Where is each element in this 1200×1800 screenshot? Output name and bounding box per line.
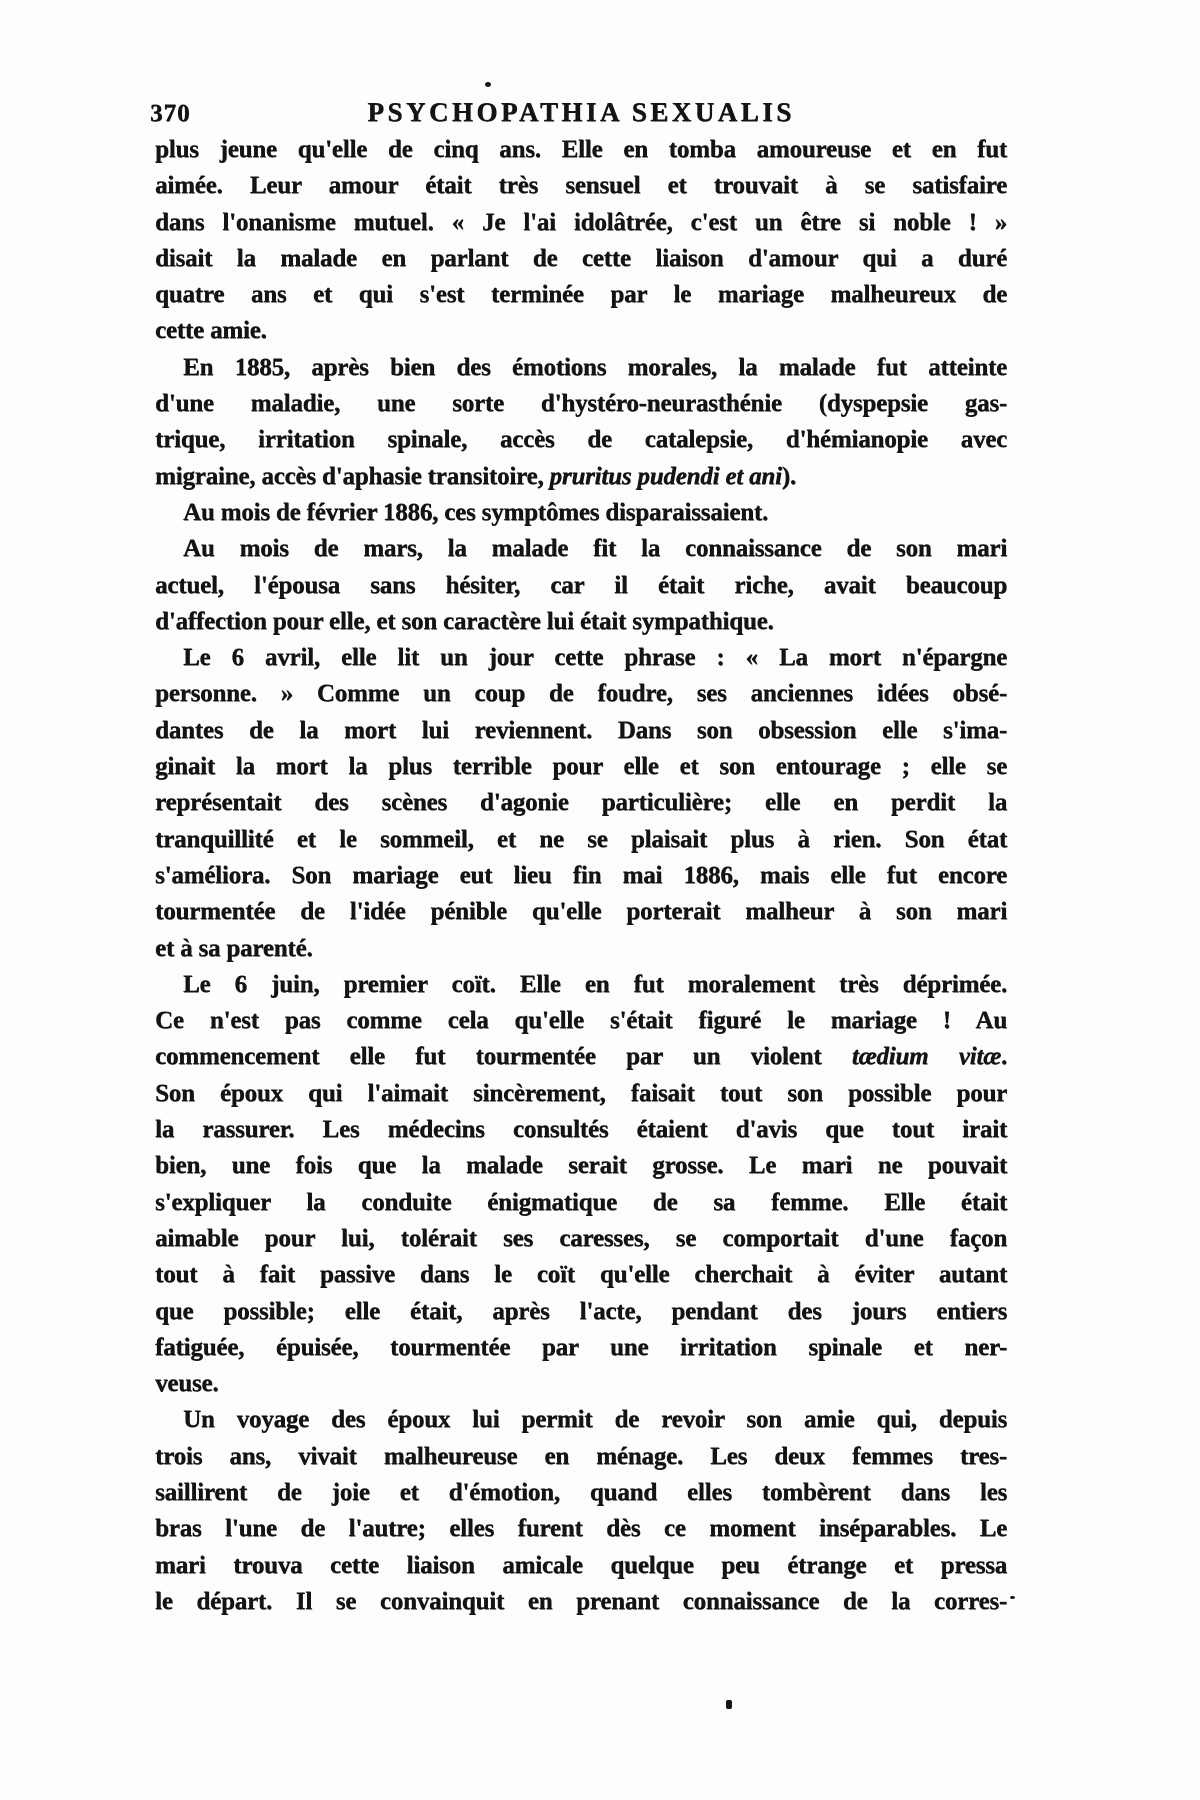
text-line: d'une maladie, une sorte d'hystéro-neurasthénie (dyspepsie gas- <box>155 390 1007 418</box>
text-line: trique, irritation spinale, accès de catalepsie, d'hémianopie avec <box>155 426 1007 454</box>
paragraph-3 <box>155 495 1007 531</box>
latin-phrase: pruritus pudendi et ani <box>549 462 782 490</box>
text-line: trois ans, vivait malheureuse en ménage. Les deux femmes tres- <box>155 1442 1007 1470</box>
paragraph-1 <box>155 132 1007 350</box>
text-line: aimable pour lui, tolérait ses caresses, se comportait d'une façon <box>155 1224 1007 1252</box>
text-line: plus jeune qu'elle de cinq ans. Elle en tomba amoureuse et en fut <box>155 136 1007 163</box>
paragraph-7 <box>155 1402 1007 1620</box>
text-line: tourmentée de l'idée pénible qu'elle porterait malheur à son mari <box>155 898 1007 926</box>
text-line: s'améliora. Son mariage eut lieu fin mai 1886, mais elle fut encore <box>155 861 1007 889</box>
text-line: saillirent de joie et d'émotion, quand elles tombèrent dans les <box>155 1478 1007 1506</box>
text-line: actuel, l'épousa sans hésiter, car il était riche, avait beaucoup <box>155 571 1007 599</box>
text-segment: ). <box>781 462 796 490</box>
text-line: tranquillité et le sommeil, et ne se plaisait plus à rien. Son état <box>155 825 1007 853</box>
ink-speck <box>726 1700 732 1709</box>
text-line: dans l'onanisme mutuel. « Je l'ai idolâtrée, c'est un être si noble ! » <box>155 208 1007 236</box>
text-line: le départ. Il se convainquit en prenant connaissance de la corres- <box>155 1587 1007 1615</box>
paragraph-2 <box>155 350 1007 495</box>
ink-speck <box>1010 1596 1015 1599</box>
text-line: dantes de la mort lui reviennent. Dans son obsession elle s'ima- <box>155 716 1007 744</box>
running-title: PSYCHOPATHIA SEXUALIS <box>367 97 795 127</box>
text-line: mari trouva cette liaison amicale quelque peu étrange et pressa <box>155 1551 1007 1579</box>
text-line: et à sa parenté. <box>155 934 313 962</box>
text-line: s'expliquer la conduite énigmatique de sa femme. Elle était <box>155 1188 1007 1216</box>
text-line: que possible; elle était, après l'acte, pendant des jours entiers <box>155 1297 1007 1325</box>
text-segment: . <box>1000 1043 1008 1071</box>
text-line: bras l'une de l'autre; elles furent dès ce moment inséparables. Le <box>155 1515 1007 1543</box>
paragraph-5 <box>155 640 1007 967</box>
page-number: 370 <box>150 100 191 127</box>
latin-phrase: tædium vitæ <box>851 1043 1001 1071</box>
ink-speck <box>485 82 491 87</box>
text-line: Ce n'est pas comme cela qu'elle s'était figuré le mariage ! Au <box>155 1007 1007 1035</box>
text-line: bien, une fois que la malade serait grosse. Le mari ne pouvait <box>155 1152 1007 1180</box>
text-line: Le 6 avril, elle lit un jour cette phrase : « La mort n'épargne <box>183 644 1007 672</box>
text-line <box>155 1039 1007 1075</box>
text-segment: commencement elle fut tourmentée par un violent <box>155 1043 852 1071</box>
text-line <box>155 459 1007 495</box>
text-line: veuse. <box>155 1370 219 1398</box>
text-line: fatiguée, épuisée, tourmentée par une irritation spinale et ner- <box>155 1333 1007 1361</box>
text-line: tout à fait passive dans le coït qu'elle cherchait à éviter autant <box>155 1261 1007 1289</box>
text-line: personne. » Comme un coup de foudre, ses anciennes idées obsé- <box>155 680 1007 708</box>
text-line: Le 6 juin, premier coït. Elle en fut moralement très déprimée. <box>183 970 1007 998</box>
text-line: Au mois de février 1886, ces symptômes disparaissaient. <box>183 498 769 526</box>
text-line: quatre ans et qui s'est terminée par le mariage malheureux de <box>155 281 1007 309</box>
text-line: Son époux qui l'aimait sincèrement, faisait tout son possible pour <box>155 1079 1007 1107</box>
text-line: En 1885, après bien des émotions morales, la malade fut atteinte <box>183 353 1007 381</box>
paragraph-6 <box>155 967 1007 1403</box>
text-line: cette amie. <box>155 317 267 345</box>
text-line: Un voyage des époux lui permit de revoir son amie qui, depuis <box>183 1406 1007 1434</box>
text-segment: migraine, accès d'aphasie transitoire, <box>155 462 550 490</box>
body-text <box>155 132 1007 1620</box>
text-line: aimée. Leur amour était très sensuel et trouvait à se satisfaire <box>155 172 1007 200</box>
text-line: d'affection pour elle, et son caractère lui était sympathique. <box>155 607 774 635</box>
text-line: la rassurer. Les médecins consultés étaient d'avis que tout irait <box>155 1116 1007 1144</box>
text-line: disait la malade en parlant de cette liaison d'amour qui a duré <box>155 244 1007 272</box>
text-line: ginait la mort la plus terrible pour elle et son entourage ; elle se <box>155 753 1007 781</box>
paragraph-4 <box>155 531 1007 640</box>
text-line: Au mois de mars, la malade fit la connaissance de son mari <box>183 535 1007 563</box>
text-line: représentait des scènes d'agonie particulière; elle en perdit la <box>155 789 1007 817</box>
